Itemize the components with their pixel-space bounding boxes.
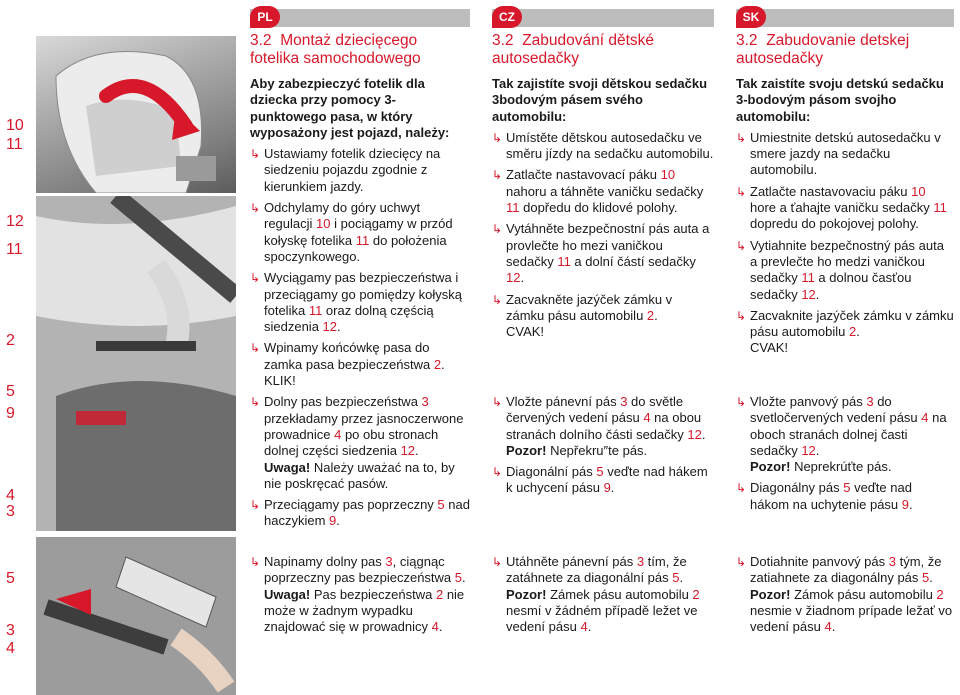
step-text: 9 (901, 496, 910, 512)
step-6 (736, 480, 954, 513)
step-5 (250, 394, 470, 492)
step-7 (250, 554, 470, 635)
step-text: Napinamy dolny pas (264, 554, 386, 569)
step-text: nesmí v žádném případě ležet ve vedení pásu (506, 602, 698, 635)
step-text: CVAK! (506, 324, 545, 340)
step-text: 10 (316, 216, 331, 232)
column-pl (250, 32, 470, 530)
ref-number: 11 (6, 136, 23, 153)
step-text: 4 (580, 619, 588, 635)
step-text: 5 (454, 570, 463, 586)
ref-number: 12 (6, 213, 24, 230)
step-text: 12 (400, 443, 416, 459)
section-heading (492, 32, 714, 68)
step-text: 4 (824, 619, 832, 635)
step-text: tým, že zatiahnete za diagonálny pás (750, 554, 942, 586)
step-text: 5 (843, 480, 851, 496)
arrow-bullet-icon: ↳ (736, 555, 747, 569)
arrow-bullet-icon: ↳ (492, 465, 503, 480)
arrow-bullet-icon: ↳ (250, 498, 261, 513)
step-text: . (587, 619, 592, 635)
arrow-bullet-icon: ↳ (492, 222, 503, 237)
step-text: Wpinamy końcówkę pasa do zamka pasa bezpieczeństwa (264, 340, 434, 372)
step-text: 4 (921, 410, 929, 426)
column-sk-bottom (736, 554, 954, 635)
arrow-bullet-icon: ↳ (250, 341, 261, 356)
ref-number: 4 (6, 640, 15, 657)
step-3 (736, 238, 954, 303)
step-text: 3 (888, 554, 896, 569)
step-text: . (520, 270, 525, 286)
step-text: oraz dolną częścią siedzenia (264, 302, 434, 335)
step-text: Vložte pánevní pás (506, 394, 621, 409)
step-text: Dolny pas bezpieczeństwa (264, 394, 422, 410)
step-text: a dolní částí sedačky (570, 253, 696, 269)
step-text: Nepřekru″te pás. (546, 442, 648, 458)
step-text: Utáhněte pánevní pás (506, 554, 637, 569)
step-text: . (701, 426, 706, 442)
step-2 (736, 184, 954, 233)
step-text: 3 (620, 394, 628, 409)
step-text: . (441, 356, 445, 372)
arrow-bullet-icon: ↳ (736, 395, 747, 409)
step-text: Zacvaknite jazýček zámku v zámku pásu automobilu (750, 307, 954, 340)
step-1 (492, 130, 714, 163)
belt-illustration-icon (36, 196, 236, 531)
step-text: dopředu do klidové polohy. (519, 200, 678, 216)
step-text: nie może w żadnym wypadku znajdować się w prowadnicy (264, 586, 465, 635)
arrow-bullet-icon: ↳ (492, 292, 503, 307)
step-5 (492, 394, 714, 459)
step-text: Umístěte dětskou autosedačku ve směru jízdy na sedačku automobilu. (506, 129, 714, 162)
step-text: . (610, 480, 615, 496)
lang-badge-cz: CZ (492, 6, 522, 28)
step-text: , ciągnąc poprzeczny pas bezpieczeństwa (264, 554, 455, 586)
step-text: Pozor! (506, 442, 547, 458)
section-heading (250, 32, 470, 68)
step-text: 3 (385, 554, 393, 569)
step-text: nesmie v žiadnom prípade ležať vo vedení pásu (750, 602, 953, 635)
step-text: nahoru a táhněte vaničku sedačky (506, 183, 704, 199)
step-text: do svetločervených vedení pásu (750, 394, 922, 426)
column-cz-bottom (492, 554, 714, 635)
step-text: Umiestnite detskú autosedačku v smere jazdy na sedačku automobilu. (750, 129, 941, 178)
step-text: przekładamy przez jasnoczerwone prowadnice (264, 410, 464, 442)
step-text: . (415, 443, 419, 459)
ref-number: 3 (6, 503, 15, 520)
step-text: Vytiahnite bezpečnostný pás auta a prevlečte ho medzi vaničkou sedačky (750, 237, 944, 286)
step-text: 12 (801, 442, 816, 458)
step-text: na obou stranách dolního části sedačky (506, 410, 702, 442)
step-text: a dolnou časťou sedačky (750, 270, 912, 302)
ref-number: 10 (6, 117, 24, 134)
step-text: 10 (911, 183, 926, 199)
step-text: 5 (672, 570, 680, 586)
lang-bar-cz (492, 9, 714, 27)
step-text: nad haczykiem (264, 497, 470, 529)
step-7 (736, 554, 954, 635)
step-text: . (337, 319, 341, 335)
step-text: . (654, 307, 658, 323)
step-text: dopredu do pokojovej polohy. (750, 216, 919, 232)
step-text: . (831, 619, 836, 635)
column-pl-bottom (250, 554, 470, 635)
intro-text: Tak zajistíte svoji dětskou sedačku 3bodovým pásem svého automobilu: (492, 76, 708, 124)
step-text: Uwaga! (264, 459, 311, 475)
photo-seat-recline (36, 36, 236, 193)
step-text: Ustawiamy fotelik dziecięcy na siedzeniu pojazdu zgodnie z kierunkiem jazdy. (264, 146, 441, 194)
step-text: 2 (433, 356, 442, 372)
step-text: KLIK! (264, 373, 296, 389)
step-text: Pozor! (750, 586, 791, 602)
step-text: Vložte panvový pás (750, 394, 867, 409)
step-6 (492, 464, 714, 497)
column-cz (492, 32, 714, 340)
step-2 (492, 167, 714, 216)
step-text: 10 (660, 167, 676, 183)
step-text: 5 (437, 497, 445, 513)
heading-number: 3.2 (736, 32, 758, 49)
column-cz-middle (492, 394, 714, 497)
arrow-bullet-icon: ↳ (492, 168, 503, 183)
step-text: Vytáhněte bezpečnostní pás auta a provlečte ho mezi vaničkou sedačky (506, 221, 710, 269)
step-text: po obu stronach dolnej części siedzenia (264, 426, 439, 459)
step-4 (736, 308, 954, 357)
step-text: Pozor! (506, 586, 547, 602)
ref-number: 5 (6, 570, 15, 587)
column-sk (736, 32, 954, 357)
step-text: 11 (933, 200, 947, 216)
ref-number: 11 (6, 241, 23, 258)
step-text: 11 (506, 200, 520, 216)
step-text: . (909, 496, 913, 512)
step-text: Odchylamy do góry uchwyt regulacji (264, 200, 421, 232)
step-text: Neprekrúťte pás. (790, 459, 892, 475)
step-text: 11 (557, 253, 571, 269)
photo-belt-routing (36, 196, 236, 531)
step-text: 4 (643, 410, 651, 426)
step-3 (492, 221, 714, 286)
step-text: 5 (596, 464, 604, 480)
photo-tighten-belt (36, 537, 236, 695)
step-text: i pociągamy w przód kołyskę fotelika (264, 216, 453, 248)
step-text: Przeciągamy pas poprzeczny (264, 497, 438, 513)
arrow-bullet-icon: ↳ (492, 395, 503, 409)
arrow-bullet-icon: ↳ (736, 308, 747, 323)
step-4 (250, 340, 470, 389)
step-text: 2 (692, 586, 700, 602)
step-text: hore a ťahajte vaničku sedačky (750, 200, 934, 216)
heading-text: Zabudovanie detskej autosedačky (736, 32, 910, 67)
arrow-bullet-icon: ↳ (736, 184, 747, 199)
step-text: . (462, 570, 466, 586)
step-text: Zatlačte nastavovaciu páku (750, 183, 912, 199)
arrow-bullet-icon: ↳ (250, 201, 261, 216)
step-text: Uwaga! (264, 586, 311, 602)
step-text: do położenia spoczynkowego. (264, 232, 447, 264)
lang-bar-sk (736, 9, 954, 27)
step-text: 2 (435, 586, 444, 602)
ref-number: 3 (6, 622, 15, 639)
step-1 (250, 146, 470, 195)
step-6 (250, 497, 470, 530)
step-text: na oboch stranách dolnej časti sedačky (750, 410, 947, 458)
step-text: 9 (603, 480, 611, 496)
step-text: 11 (355, 232, 370, 248)
heading-number: 3.2 (250, 32, 272, 49)
step-text: Należy uważać na to, by nie poskręcać pasów. (264, 459, 455, 491)
step-text: veďte nad hákem k uchycení pásu (506, 464, 708, 496)
step-7 (492, 554, 714, 635)
step-text: Diagonální pás (506, 464, 597, 480)
step-text: Pas bezpieczeństwa (310, 586, 436, 602)
step-text: Zámek pásu automobilu (546, 586, 693, 602)
step-text: 12 (801, 286, 816, 302)
intro-text: Aby zabezpieczyć fotelik dla dziecka przy pomocy 3-punktowego pasa, w który wyposażony jest pojazd, należy: (250, 76, 450, 140)
step-text: Zacvakněte jazýček zámku v zámku pásu automobilu (506, 291, 673, 323)
step-text: . (336, 513, 340, 529)
step-text: 12 (506, 270, 521, 286)
tighten-illustration-icon (36, 537, 236, 695)
lang-badge-pl: PL (250, 6, 280, 28)
ref-number: 5 (6, 383, 15, 400)
lang-badge-sk: SK (736, 6, 766, 28)
arrow-bullet-icon: ↳ (492, 130, 503, 145)
step-4 (492, 292, 714, 341)
arrow-bullet-icon: ↳ (736, 130, 747, 145)
step-5 (736, 394, 954, 475)
arrow-bullet-icon: ↳ (250, 271, 261, 286)
step-text: veďte nad hákom na uchytenie pásu (750, 480, 912, 512)
intro-text: Tak zaistíte svoju detskú sedačku 3-bodovým pásom svojho automobilu: (736, 76, 944, 124)
arrow-bullet-icon: ↳ (736, 238, 747, 253)
seat-illustration-icon (36, 36, 236, 193)
ref-number: 2 (6, 332, 15, 349)
arrow-bullet-icon: ↳ (250, 555, 261, 569)
step-text: 3 (636, 554, 645, 569)
ref-number: 9 (6, 405, 15, 422)
step-2 (250, 200, 470, 265)
step-text: . (815, 286, 820, 302)
column-sk-middle (736, 394, 954, 513)
step-text: Pozor! (750, 459, 791, 475)
step-text: . (438, 619, 443, 635)
step-text: Dotiahnite panvový pás (750, 554, 889, 569)
step-text: 3 (421, 394, 429, 410)
arrow-bullet-icon: ↳ (492, 555, 503, 569)
step-text: . (679, 570, 684, 586)
section-heading (736, 32, 954, 68)
step-text: 12 (687, 426, 702, 442)
step-text: 2 (646, 307, 655, 323)
step-text: 11 (308, 302, 323, 318)
step-3 (250, 270, 470, 335)
arrow-bullet-icon: ↳ (736, 481, 747, 496)
step-text: CVAK! (750, 340, 789, 356)
step-text: 4 (334, 426, 342, 442)
step-text: Diagonálny pás (750, 480, 844, 496)
step-text: 2 (849, 324, 857, 340)
ref-number: 4 (6, 487, 15, 504)
heading-number: 3.2 (492, 32, 514, 49)
step-text: . (856, 324, 860, 340)
step-text: . (815, 442, 820, 458)
step-text: 5 (922, 570, 930, 586)
arrow-bullet-icon: ↳ (250, 395, 261, 410)
step-text: do světle červených vedení pásu (506, 394, 684, 426)
step-text: Zatlačte nastavovací páku (506, 167, 661, 183)
step-1 (736, 130, 954, 179)
arrow-bullet-icon: ↳ (250, 147, 261, 162)
step-text: . (929, 570, 933, 586)
step-text: 2 (936, 586, 944, 602)
step-text: 11 (801, 270, 815, 286)
step-text: 12 (322, 319, 338, 335)
heading-text: Montaż dziecięcego fotelika samochodowego (250, 32, 421, 67)
step-text: 4 (431, 619, 439, 635)
step-text: 9 (329, 513, 337, 529)
step-text: Zámok pásu automobilu (790, 586, 937, 602)
step-text: tím, že zatáhnete za diagonální pás (506, 554, 687, 586)
heading-text: Zabudování dětské autosedačky (492, 32, 655, 67)
step-text: 3 (866, 394, 874, 409)
lang-bar-pl (250, 9, 470, 27)
step-text: Wyciągamy pas bezpieczeństwa i przeciągamy go pomiędzy kołyską fotelika (264, 270, 462, 318)
